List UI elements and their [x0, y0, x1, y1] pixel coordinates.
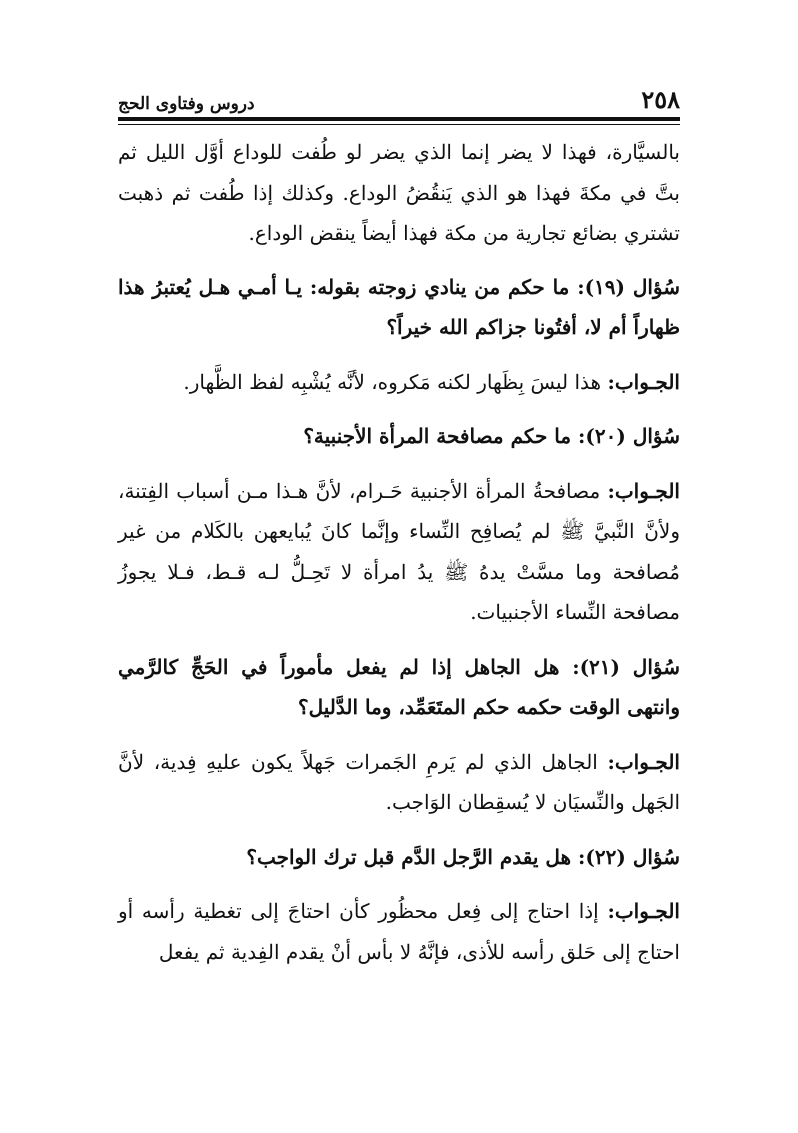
running-title: دروس وفتاوى الحج — [118, 94, 255, 114]
answer-text: الجاهل الذي لم يَرمِ الجَمرات جَهلاً يكون عليهِ فِدية، لأنَّ الجَهل والنِّسيَان لا يُسقِطان الوَاجب. — [118, 749, 680, 814]
header-rule-thick — [118, 117, 680, 121]
header-rule-thin — [118, 124, 680, 125]
answer-label: الجـواب: — [607, 749, 680, 774]
page-number: ٢٥٨ — [641, 85, 680, 114]
question-21: سُؤال (٢١): هل الجاهل إذا لم يفعل مأموراً في الحَجِّ كالرَّمي وانتهى الوقت حكمه حكم المتَعَمِّد، وما الدَّليل؟ — [118, 654, 680, 719]
question-19: سُؤال (١٩): ما حكم من ينادي زوجته بقوله: يـا أمـي هـل يُعتبرُ هذا ظهاراً أم لا، أفتُونا جزاكم الله خيراً؟ — [118, 274, 680, 339]
intro-paragraph: بالسيَّارة، فهذا لا يضر إنما الذي يضر لو طُفت للوداع أوَّل الليل ثم بتَّ في مكةَ فهذا هو الذي يَنقُضُ الوداع. وكذلك إذا طُفت ثم ذهبت تشتري بضائع تجارية من مكة فهذا أيضاً ينقض الوداع. — [118, 140, 680, 245]
answer-21 — [118, 742, 680, 823]
answer-text: هذا ليسَ بِظَهار لكنه مَكروه، لأنَّه يُشْبِه لفظ الظَّهار. — [183, 369, 608, 394]
answer-label: الجـواب: — [607, 369, 680, 394]
page-header — [118, 84, 680, 114]
page-body — [118, 132, 680, 986]
answer-text: مصافحةُ المرأة الأجنبية حَـرام، لأنَّ هـذا مـن أسباب الفِتنة، ولأنَّ النَّبيَّ ﷺ لم يُصافِح النِّساء وإنَّما كانَ يُبايعهن بالكَلام من غير مُصافحة وما مسَّتْ يدهُ ﷺ يدُ امرأة لا تَحِـلُّ لـه قـط، فـلا يجوزُ مصافحة النِّساء الأجنبيات. — [118, 478, 680, 624]
question-22: سُؤال (٢٢): هل يقدم الرَّجل الدَّم قبل ترك الواجب؟ — [246, 844, 680, 869]
answer-text: إذا احتاج إلى فِعل محظُور كأن احتاجَ إلى تغطية رأسه أو احتاج إلى حَلق رأسه للأذى، فإنَّهُ لا بأس أنْ يقدم الفِدية ثم يفعل — [118, 899, 680, 964]
answer-label: الجـواب: — [607, 478, 680, 503]
answer-label: الجـواب: — [607, 899, 680, 923]
answer-22 — [118, 891, 680, 972]
answer-19 — [118, 362, 680, 403]
question-20: سُؤال (٢٠): ما حكم مصافحة المرأة الأجنبية؟ — [303, 424, 680, 448]
answer-20 — [118, 471, 680, 633]
